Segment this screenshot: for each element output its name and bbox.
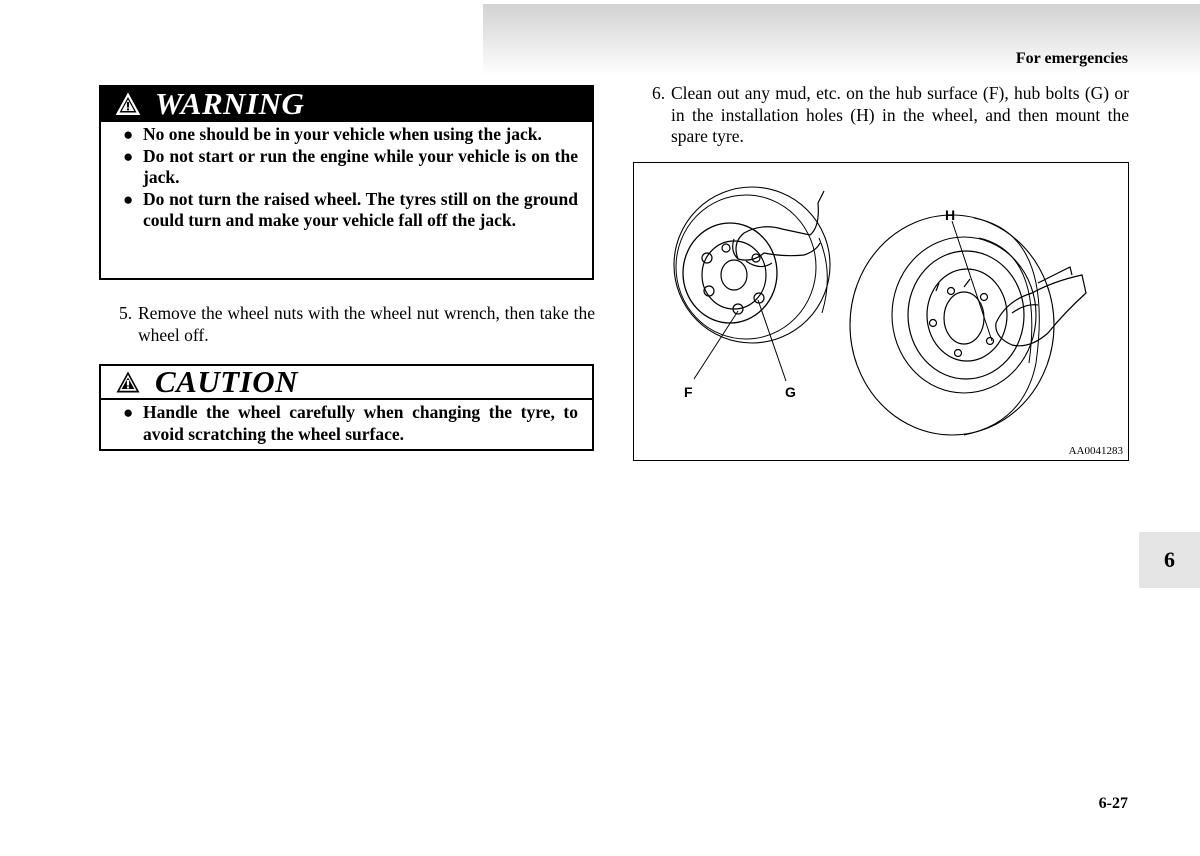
warning-item — [123, 124, 578, 146]
bullet-icon: ● — [123, 403, 134, 422]
section-title: For emergencies — [1015, 50, 1128, 67]
chapter-tab: 6 — [1139, 532, 1200, 588]
warning-item-text: Do not start or run the engine while your vehicle is on the jack. — [143, 145, 578, 188]
wheel-cleaning-figure — [633, 162, 1129, 461]
step-number: 5. — [119, 303, 133, 323]
leader-lines — [694, 221, 992, 381]
bullet-icon: ● — [123, 125, 134, 144]
figure-code: AA0041283 — [1068, 445, 1123, 457]
warning-item-text: Do not turn the raised wheel. The tyres still on the ground could turn and make your vehicle fall off the jack. — [143, 188, 578, 231]
warning-header — [101, 87, 592, 121]
caution-list — [101, 400, 592, 445]
step-text: Clean out any mud, etc. on the hub surface (F), hub bolts (G) or in the installation holes (H) in the wheel, and then mount the spare tyre. — [671, 83, 1129, 147]
step-number: 6. — [652, 83, 666, 103]
bullet-icon: ● — [123, 189, 134, 209]
caution-triangle-icon — [115, 370, 141, 394]
warning-item — [123, 189, 578, 232]
label-g: G — [785, 384, 796, 400]
caution-title: CAUTION — [155, 364, 299, 399]
caution-item-text: Handle the wheel carefully when changing the tyre, to avoid scratching the wheel surface. — [143, 402, 578, 444]
warning-box — [99, 85, 594, 280]
caution-item — [123, 402, 578, 445]
label-h: H — [945, 207, 956, 223]
warning-list — [101, 121, 592, 232]
page-number: 6-27 — [1098, 795, 1128, 812]
step-text: Remove the wheel nuts with the wheel nut wrench, then take the wheel off. — [138, 303, 595, 345]
spare-wheel-drawing — [850, 215, 1086, 435]
caution-box — [99, 364, 594, 451]
wheel-illustration — [634, 163, 1130, 462]
bullet-icon: ● — [123, 146, 134, 166]
step-6 — [652, 83, 1129, 148]
warning-title: WARNING — [155, 86, 305, 121]
warning-triangle-icon — [115, 92, 141, 116]
warning-item-text: No one should be in your vehicle when using the jack. — [143, 124, 542, 144]
step-5 — [119, 303, 595, 346]
warning-item — [123, 146, 578, 189]
hub-drawing — [674, 187, 830, 343]
caution-header — [101, 366, 592, 400]
label-f: F — [684, 384, 693, 400]
